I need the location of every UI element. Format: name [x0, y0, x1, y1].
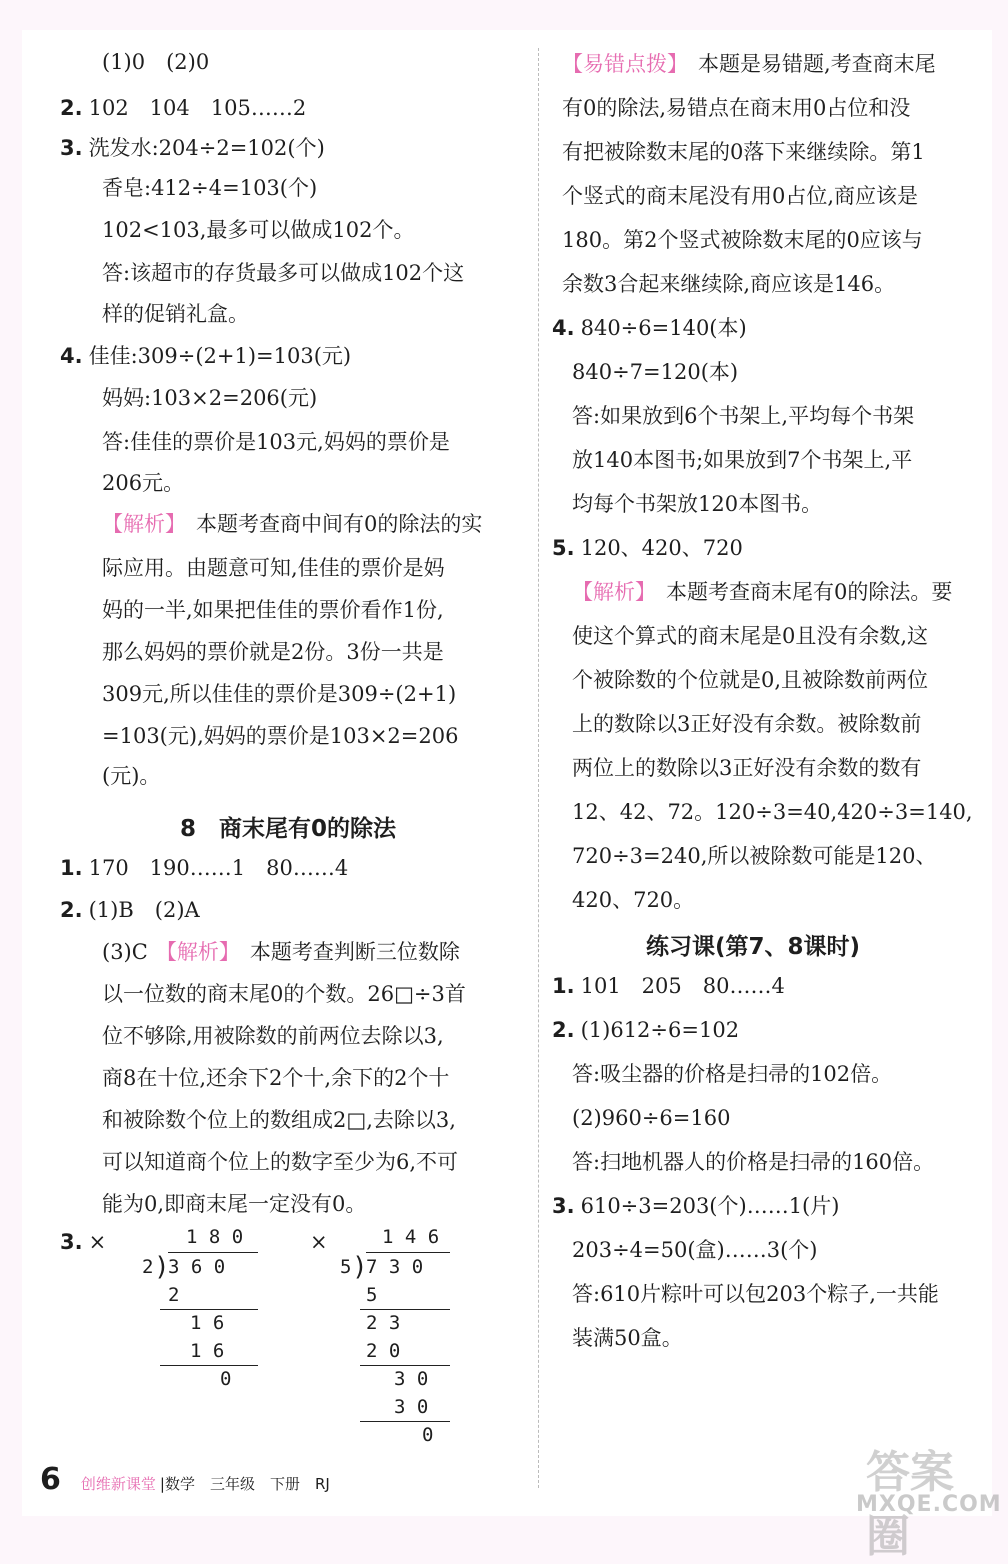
wrong-mark: × — [88, 1230, 107, 1254]
analysis-line: 上的数除以3正好没有余数。被除数前 — [572, 712, 922, 736]
answer-text: 170 190……1 80……4 — [88, 856, 349, 880]
step-line: 1 6 — [190, 1312, 225, 1334]
item-number: 5. — [552, 536, 575, 560]
answer-line: 样的促销礼盒。 — [102, 302, 249, 326]
answer-line — [552, 970, 785, 1002]
dividend: 3 6 0 — [168, 1256, 226, 1278]
answer-line: 装满50盒。 — [572, 1326, 683, 1350]
item-number: 2. — [552, 1018, 575, 1042]
answer-line — [60, 852, 348, 884]
answer-line: (1)0 (2)0 — [102, 50, 210, 74]
answer-line — [60, 1226, 106, 1258]
error-tip-tag: 【易错点拨】 — [562, 52, 688, 76]
watermark — [856, 1428, 1002, 1562]
analysis-line: 309元,所以佳佳的票价是309÷(2+1) — [102, 682, 457, 706]
answer-text: 120、420、720 — [580, 536, 743, 560]
item-number: 2. — [60, 898, 83, 922]
analysis-text: 本题考查判断三位数除 — [249, 940, 460, 964]
answer-text: (1)B (2)A — [88, 898, 200, 922]
analysis-line — [572, 576, 952, 608]
answer-line — [552, 1190, 839, 1222]
answer-text: 101 205 80……4 — [580, 974, 785, 998]
watermark-logo-text: 答案圈 — [866, 1447, 954, 1562]
analysis-line: 个被除数的个位就是0,且被除数前两位 — [572, 668, 929, 692]
analysis-line: 个竖式的商末尾没有用0占位,商应该是 — [562, 184, 919, 208]
analysis-line: 12、42、72。120÷3=40,420÷3=140, — [572, 800, 973, 824]
analysis-line: 妈的一半,如果把佳佳的票价看作1份, — [102, 598, 444, 622]
answer-text: 840÷6=140(本) — [580, 316, 747, 340]
analysis-line: 两位上的数除以3正好没有余数的数有 — [572, 756, 922, 780]
divisor: 2 — [142, 1256, 154, 1278]
step-rule — [360, 1309, 450, 1310]
answer-line: 答:佳佳的票价是103元,妈妈的票价是 — [102, 430, 450, 454]
analysis-line: 有把被除数末尾的0落下来继续除。第1 — [562, 140, 925, 164]
answer-text: (1)612÷6=102 — [580, 1018, 740, 1042]
step-line: 2 — [168, 1284, 180, 1306]
answer-line: 答:扫地机器人的价格是扫帚的160倍。 — [572, 1150, 935, 1174]
analysis-line: 际应用。由题意可知,佳佳的票价是妈 — [102, 556, 445, 580]
section-heading: 练习课(第7、8课时) — [646, 934, 861, 960]
answer-line — [552, 312, 747, 344]
answer-text: 佳佳:309÷(2+1)=103(元) — [88, 344, 352, 368]
answer-line: 香皂:412÷4=103(个) — [102, 176, 318, 200]
analysis-line: 商8在十位,还余下2个十,余下的2个十 — [102, 1066, 450, 1090]
column-divider — [538, 48, 539, 1488]
division-bracket: ) — [352, 1252, 368, 1282]
analysis-line: 位不够除,用被除数的前两位去除以3, — [102, 1024, 444, 1048]
division-bar — [366, 1252, 450, 1253]
step-rule — [360, 1421, 450, 1422]
step-rule — [360, 1365, 450, 1366]
wrong-mark: × — [310, 1230, 328, 1254]
item-number: 3. — [552, 1194, 575, 1218]
analysis-line: 余数3合起来继续除,商应该是146。 — [562, 272, 896, 296]
analysis-tag: 【解析】 — [102, 512, 186, 536]
answer-text: 610÷3=203(个)……1(片) — [580, 1194, 840, 1218]
page — [22, 30, 992, 1516]
answer-line: 答:吸尘器的价格是扫帚的102倍。 — [572, 1062, 893, 1086]
item-number: 1. — [60, 856, 83, 880]
analysis-line: (元)。 — [102, 764, 161, 788]
answer-line: 203÷4=50(盒)……3(个) — [572, 1238, 818, 1262]
step-rule — [160, 1365, 258, 1366]
answer-line — [60, 894, 200, 926]
division-bar — [168, 1252, 258, 1253]
answer-line: 妈妈:103×2=206(元) — [102, 386, 318, 410]
page-footer — [40, 1462, 330, 1497]
analysis-line: 能为0,即商末尾一定没有0。 — [102, 1192, 367, 1216]
answer-line: 放140本图书;如果放到7个书架上,平 — [572, 448, 913, 472]
step-line: 0 — [220, 1368, 232, 1390]
answer-line — [552, 532, 743, 564]
answer-line — [60, 340, 351, 372]
answer-line: 答:如果放到6个书架上,平均每个书架 — [572, 404, 915, 428]
analysis-text: 本题考查商中间有0的除法的实 — [196, 512, 483, 536]
analysis-line: 使这个算式的商末尾是0且没有余数,这 — [572, 624, 929, 648]
step-line: 2 3 — [366, 1312, 401, 1334]
analysis-line — [102, 508, 482, 540]
item-number: 2. — [60, 96, 83, 120]
analysis-tag: 【解析】 — [155, 940, 240, 964]
step-line: 5 — [366, 1284, 378, 1306]
answer-line: 均每个书架放120本图书。 — [572, 492, 823, 516]
division-bracket: ) — [154, 1252, 170, 1282]
step-line: 1 6 — [190, 1340, 225, 1362]
item-number: 1. — [552, 974, 575, 998]
analysis-line: 有0的除法,易错点在商末用0占位和没 — [562, 96, 911, 120]
analysis-tag: 【解析】 — [572, 580, 656, 604]
answer-line: 102<103,最多可以做成102个。 — [102, 218, 415, 242]
answer-line — [60, 92, 306, 124]
analysis-line: 可以知道商个位上的数字至少为6,不可 — [102, 1150, 459, 1174]
analysis-text: 本题是易错题,考查商末尾 — [698, 52, 936, 76]
book-info: |数学 三年级 下册 RJ — [159, 1475, 330, 1493]
step-rule — [160, 1309, 258, 1310]
answer-line: 206元。 — [102, 471, 185, 495]
analysis-line: 以一位数的商末尾0的个数。26□÷3首 — [102, 982, 466, 1006]
divisor: 5 — [340, 1256, 352, 1278]
page-number: 6 — [40, 1462, 61, 1497]
watermark-url: MXQE.COM — [856, 1492, 1002, 1517]
answer-line: 答:该超市的存货最多可以做成102个这 — [102, 261, 465, 285]
analysis-line: 和被除数个位上的数组成2□,去除以3, — [102, 1108, 456, 1132]
answer-text: 102 104 105……2 — [88, 96, 307, 120]
analysis-line: 720÷3=240,所以被除数可能是120、 — [572, 844, 937, 868]
analysis-line — [562, 48, 936, 80]
answer-line — [60, 132, 325, 164]
dividend: 7 3 0 — [366, 1256, 424, 1278]
step-line: 2 0 — [366, 1340, 401, 1362]
answer-line: 答:610片粽叶可以包203个粽子,一共能 — [572, 1282, 939, 1306]
analysis-line — [102, 936, 460, 968]
step-line: 0 — [422, 1424, 434, 1446]
answer-line: (2)960÷6=160 — [572, 1106, 731, 1130]
item-number: 4. — [60, 344, 83, 368]
answer-text: 洗发水:204÷2=102(个) — [88, 136, 325, 160]
answer-line — [552, 1014, 739, 1046]
item-number: 3. — [60, 136, 83, 160]
section-heading: 8 商末尾有0的除法 — [180, 816, 397, 842]
answer-line: 840÷7=120(本) — [572, 360, 739, 384]
quotient: 1 4 6 — [382, 1226, 440, 1248]
answer-text: (3)C — [102, 940, 148, 964]
analysis-line: =103(元),妈妈的票价是103×2=206 — [102, 724, 459, 748]
quotient: 1 8 0 — [186, 1226, 244, 1248]
analysis-line: 180。第2个竖式被除数末尾的0应该与 — [562, 228, 923, 252]
step-line: 3 0 — [394, 1396, 429, 1418]
brand-name: 创维新课堂 — [80, 1475, 156, 1493]
item-number: 3. — [60, 1230, 83, 1254]
analysis-text: 本题考查商末尾有0的除法。要 — [666, 580, 953, 604]
analysis-line: 420、720。 — [572, 888, 695, 912]
analysis-line: 那么妈妈的票价就是2份。3份一共是 — [102, 640, 444, 664]
step-line: 3 0 — [394, 1368, 429, 1390]
item-number: 4. — [552, 316, 575, 340]
